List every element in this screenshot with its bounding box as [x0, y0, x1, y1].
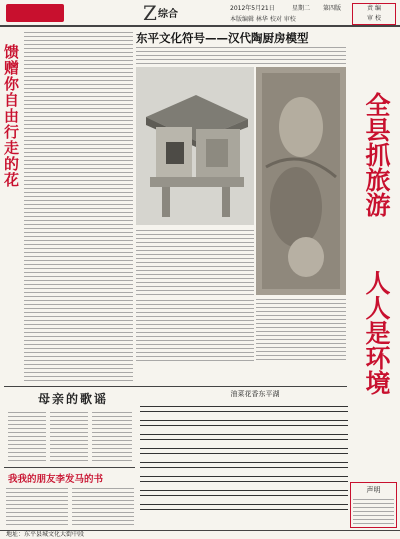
- score-row-4: [140, 448, 348, 454]
- article-left-body: [24, 30, 133, 382]
- slogan-line-2: 人人是环境: [362, 270, 391, 395]
- masthead-issue: 第四版: [323, 5, 342, 12]
- divider-left-lower: [4, 467, 135, 468]
- poem-title: 母亲的歌谣: [37, 392, 108, 406]
- main-article-body-3: [136, 298, 254, 362]
- masthead-weekday: 星期二: [292, 5, 311, 12]
- score-row-2: [140, 420, 348, 426]
- poem-body-col-2: [50, 410, 88, 464]
- editor-box-line-1: 责 编: [367, 5, 381, 12]
- bottom-article-body-1: [6, 486, 68, 526]
- vertical-headline: 馈赠你自由行走的花: [2, 44, 20, 188]
- section-letter: Z: [143, 1, 157, 25]
- notice-body: [353, 497, 394, 525]
- photo-pottery-model: [136, 67, 254, 225]
- section-name: 综合: [158, 9, 178, 20]
- notice-box: [350, 482, 397, 528]
- main-title: 东平文化符号——汉代陶厨房模型: [136, 31, 309, 45]
- masthead-logo: [6, 4, 64, 22]
- editor-box-line-2: 审 校: [367, 15, 381, 22]
- slogan-line-1: 全县抓旅游: [362, 92, 391, 217]
- editor-line: 本版编辑 林华 校对 审校: [230, 16, 296, 23]
- score-row-6: [140, 476, 348, 482]
- divider-mid: [4, 386, 347, 387]
- score-title: 油菜花香东平湖: [230, 390, 280, 398]
- notice-title: 声明: [366, 486, 381, 494]
- editor-box: [352, 3, 396, 25]
- score-row-1: [140, 406, 348, 412]
- masthead-date: 2012年5月21日: [230, 5, 275, 12]
- footer-bar: [0, 530, 400, 539]
- bottom-article-body-2: [72, 486, 134, 526]
- poem-body-col-3: [92, 410, 132, 464]
- poem-body-col-1: [8, 410, 46, 464]
- main-article-body-2: [256, 297, 346, 361]
- footer-text: 地址：东平县城文化大街中段: [6, 531, 85, 538]
- score-row-8: [140, 504, 348, 510]
- bottom-article-title: 我我的朋友李发马的书: [8, 474, 104, 485]
- main-article-intro: [136, 45, 346, 64]
- score-row-7: [140, 490, 348, 496]
- photo-stone-relief: [256, 67, 346, 295]
- score-row-3: [140, 434, 348, 440]
- score-row-5: [140, 462, 348, 468]
- masthead: [0, 0, 400, 27]
- main-article-body-1: [136, 228, 254, 296]
- music-score: [140, 400, 348, 520]
